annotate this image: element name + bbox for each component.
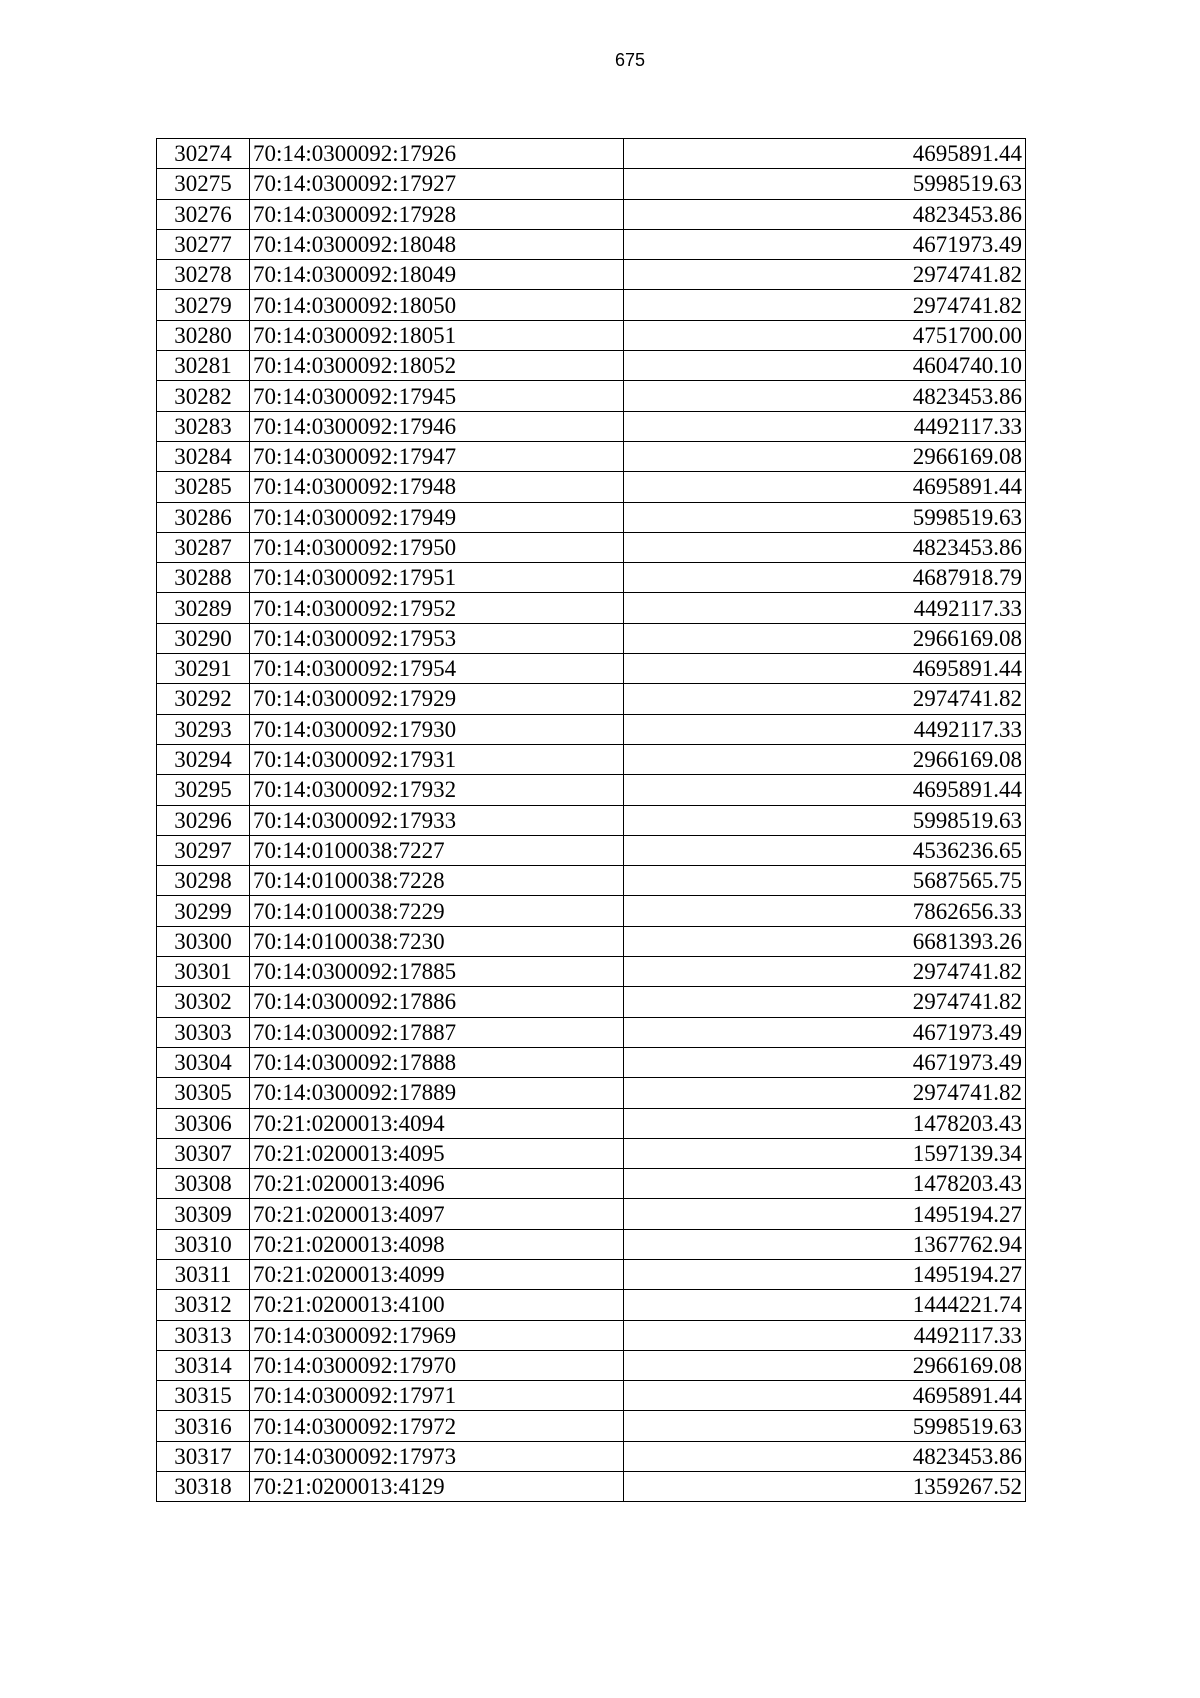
cadastral-value-cell: 4823453.86 [624, 199, 1026, 229]
cadastral-number-cell: 70:14:0300092:17969 [250, 1320, 624, 1350]
cadastral-value-cell: 5998519.63 [624, 502, 1026, 532]
cadastral-number-cell: 70:14:0300092:17930 [250, 714, 624, 744]
table-row [157, 896, 1026, 926]
cadastral-number-cell: 70:21:0200013:4096 [250, 1169, 624, 1199]
cadastral-value-cell: 1495194.27 [624, 1259, 1026, 1289]
table-row [157, 593, 1026, 623]
table-row [157, 1047, 1026, 1077]
cadastral-value-table [156, 138, 1026, 1502]
row-number-cell: 30283 [157, 411, 250, 441]
table-row [157, 744, 1026, 774]
table-row [157, 957, 1026, 987]
table-row [157, 290, 1026, 320]
cadastral-number-cell: 70:14:0300092:17926 [250, 139, 624, 169]
row-number-cell: 30299 [157, 896, 250, 926]
cadastral-number-cell: 70:14:0300092:17953 [250, 623, 624, 653]
cadastral-value-cell: 4492117.33 [624, 714, 1026, 744]
cadastral-value-cell: 4492117.33 [624, 593, 1026, 623]
cadastral-value-cell: 2974741.82 [624, 987, 1026, 1017]
cadastral-number-cell: 70:14:0300092:17948 [250, 472, 624, 502]
cadastral-value-cell: 2966169.08 [624, 441, 1026, 471]
cadastral-value-cell: 1359267.52 [624, 1472, 1026, 1502]
cadastral-number-cell: 70:14:0100038:7229 [250, 896, 624, 926]
cadastral-number-cell: 70:14:0300092:17951 [250, 563, 624, 593]
cadastral-value-cell: 2974741.82 [624, 1078, 1026, 1108]
table-row [157, 684, 1026, 714]
cadastral-value-cell: 4695891.44 [624, 654, 1026, 684]
cadastral-number-cell: 70:14:0300092:17950 [250, 532, 624, 562]
table-body [157, 139, 1026, 1502]
cadastral-number-cell: 70:14:0300092:18048 [250, 229, 624, 259]
cadastral-number-cell: 70:14:0300092:17889 [250, 1078, 624, 1108]
row-number-cell: 30306 [157, 1108, 250, 1138]
row-number-cell: 30311 [157, 1259, 250, 1289]
row-number-cell: 30288 [157, 563, 250, 593]
cadastral-value-cell: 4687918.79 [624, 563, 1026, 593]
row-number-cell: 30309 [157, 1199, 250, 1229]
cadastral-number-cell: 70:14:0300092:17928 [250, 199, 624, 229]
table-row [157, 381, 1026, 411]
cadastral-number-cell: 70:14:0300092:17885 [250, 957, 624, 987]
cadastral-value-cell: 6681393.26 [624, 926, 1026, 956]
cadastral-value-cell: 4671973.49 [624, 1047, 1026, 1077]
table-row [157, 1017, 1026, 1047]
cadastral-value-cell: 4751700.00 [624, 320, 1026, 350]
cadastral-number-cell: 70:14:0300092:17972 [250, 1411, 624, 1441]
table-row [157, 654, 1026, 684]
cadastral-number-cell: 70:14:0300092:17949 [250, 502, 624, 532]
table-row [157, 1229, 1026, 1259]
table-row [157, 1290, 1026, 1320]
table-row [157, 1169, 1026, 1199]
cadastral-value-cell: 2966169.08 [624, 744, 1026, 774]
row-number-cell: 30276 [157, 199, 250, 229]
table-row [157, 1138, 1026, 1168]
row-number-cell: 30291 [157, 654, 250, 684]
table-row [157, 866, 1026, 896]
cadastral-value-cell: 2974741.82 [624, 260, 1026, 290]
cadastral-number-cell: 70:21:0200013:4097 [250, 1199, 624, 1229]
table-row [157, 199, 1026, 229]
row-number-cell: 30298 [157, 866, 250, 896]
cadastral-number-cell: 70:14:0300092:17929 [250, 684, 624, 714]
cadastral-number-cell: 70:21:0200013:4098 [250, 1229, 624, 1259]
cadastral-value-cell: 4671973.49 [624, 1017, 1026, 1047]
row-number-cell: 30281 [157, 351, 250, 381]
cadastral-value-cell: 2974741.82 [624, 290, 1026, 320]
cadastral-number-cell: 70:14:0300092:17931 [250, 744, 624, 774]
cadastral-number-cell: 70:14:0300092:17888 [250, 1047, 624, 1077]
row-number-cell: 30279 [157, 290, 250, 320]
cadastral-number-cell: 70:14:0300092:17970 [250, 1350, 624, 1380]
row-number-cell: 30286 [157, 502, 250, 532]
cadastral-number-cell: 70:14:0300092:17886 [250, 987, 624, 1017]
row-number-cell: 30280 [157, 320, 250, 350]
table-row [157, 169, 1026, 199]
cadastral-number-cell: 70:14:0100038:7227 [250, 835, 624, 865]
table-row [157, 563, 1026, 593]
cadastral-number-cell: 70:21:0200013:4099 [250, 1259, 624, 1289]
cadastral-number-cell: 70:14:0300092:17887 [250, 1017, 624, 1047]
table-row [157, 1350, 1026, 1380]
cadastral-value-cell: 4604740.10 [624, 351, 1026, 381]
cadastral-number-cell: 70:14:0300092:17971 [250, 1381, 624, 1411]
row-number-cell: 30295 [157, 775, 250, 805]
row-number-cell: 30278 [157, 260, 250, 290]
row-number-cell: 30290 [157, 623, 250, 653]
row-number-cell: 30282 [157, 381, 250, 411]
cadastral-number-cell: 70:14:0300092:17927 [250, 169, 624, 199]
row-number-cell: 30287 [157, 532, 250, 562]
row-number-cell: 30289 [157, 593, 250, 623]
cadastral-value-cell: 4695891.44 [624, 472, 1026, 502]
table-row [157, 1381, 1026, 1411]
cadastral-value-cell: 4823453.86 [624, 1441, 1026, 1471]
row-number-cell: 30275 [157, 169, 250, 199]
table-row [157, 1259, 1026, 1289]
cadastral-number-cell: 70:14:0300092:17946 [250, 411, 624, 441]
cadastral-number-cell: 70:14:0300092:17947 [250, 441, 624, 471]
table-row [157, 1108, 1026, 1138]
cadastral-value-cell: 4823453.86 [624, 532, 1026, 562]
cadastral-number-cell: 70:14:0100038:7228 [250, 866, 624, 896]
table-row [157, 835, 1026, 865]
cadastral-value-cell: 4492117.33 [624, 1320, 1026, 1350]
cadastral-number-cell: 70:14:0300092:17954 [250, 654, 624, 684]
table-row [157, 1411, 1026, 1441]
row-number-cell: 30304 [157, 1047, 250, 1077]
cadastral-number-cell: 70:21:0200013:4094 [250, 1108, 624, 1138]
row-number-cell: 30294 [157, 744, 250, 774]
row-number-cell: 30301 [157, 957, 250, 987]
cadastral-value-cell: 4823453.86 [624, 381, 1026, 411]
table-row [157, 502, 1026, 532]
row-number-cell: 30274 [157, 139, 250, 169]
table-row [157, 805, 1026, 835]
table-row [157, 441, 1026, 471]
cadastral-value-cell: 1478203.43 [624, 1108, 1026, 1138]
row-number-cell: 30316 [157, 1411, 250, 1441]
row-number-cell: 30297 [157, 835, 250, 865]
cadastral-value-cell: 4536236.65 [624, 835, 1026, 865]
cadastral-value-cell: 2974741.82 [624, 957, 1026, 987]
cadastral-number-cell: 70:14:0300092:17933 [250, 805, 624, 835]
table-row [157, 926, 1026, 956]
cadastral-value-cell: 5998519.63 [624, 169, 1026, 199]
row-number-cell: 30315 [157, 1381, 250, 1411]
cadastral-value-cell: 1367762.94 [624, 1229, 1026, 1259]
row-number-cell: 30296 [157, 805, 250, 835]
cadastral-number-cell: 70:14:0300092:17952 [250, 593, 624, 623]
cadastral-number-cell: 70:14:0300092:17932 [250, 775, 624, 805]
table-row [157, 1199, 1026, 1229]
row-number-cell: 30293 [157, 714, 250, 744]
row-number-cell: 30292 [157, 684, 250, 714]
row-number-cell: 30300 [157, 926, 250, 956]
row-number-cell: 30314 [157, 1350, 250, 1380]
table-row [157, 472, 1026, 502]
cadastral-value-cell: 1478203.43 [624, 1169, 1026, 1199]
table-row [157, 1441, 1026, 1471]
row-number-cell: 30307 [157, 1138, 250, 1168]
cadastral-value-cell: 1444221.74 [624, 1290, 1026, 1320]
cadastral-value-cell: 1495194.27 [624, 1199, 1026, 1229]
table-row [157, 320, 1026, 350]
cadastral-number-cell: 70:14:0300092:18049 [250, 260, 624, 290]
table-row [157, 351, 1026, 381]
row-number-cell: 30277 [157, 229, 250, 259]
cadastral-value-cell: 4492117.33 [624, 411, 1026, 441]
row-number-cell: 30310 [157, 1229, 250, 1259]
table-row [157, 987, 1026, 1017]
cadastral-value-cell: 5998519.63 [624, 1411, 1026, 1441]
table-row [157, 775, 1026, 805]
row-number-cell: 30303 [157, 1017, 250, 1047]
cadastral-value-cell: 4695891.44 [624, 775, 1026, 805]
cadastral-value-cell: 4671973.49 [624, 229, 1026, 259]
cadastral-number-cell: 70:21:0200013:4095 [250, 1138, 624, 1168]
row-number-cell: 30308 [157, 1169, 250, 1199]
row-number-cell: 30318 [157, 1472, 250, 1502]
row-number-cell: 30305 [157, 1078, 250, 1108]
table-row [157, 1078, 1026, 1108]
row-number-cell: 30313 [157, 1320, 250, 1350]
cadastral-value-cell: 5687565.75 [624, 866, 1026, 896]
row-number-cell: 30312 [157, 1290, 250, 1320]
table-row [157, 260, 1026, 290]
table-row [157, 714, 1026, 744]
cadastral-value-cell: 2974741.82 [624, 684, 1026, 714]
cadastral-number-cell: 70:14:0300092:18052 [250, 351, 624, 381]
cadastral-value-cell: 2966169.08 [624, 623, 1026, 653]
table-row [157, 532, 1026, 562]
cadastral-value-cell: 4695891.44 [624, 1381, 1026, 1411]
cadastral-value-cell: 1597139.34 [624, 1138, 1026, 1168]
cadastral-number-cell: 70:14:0300092:17973 [250, 1441, 624, 1471]
row-number-cell: 30302 [157, 987, 250, 1017]
table-row [157, 411, 1026, 441]
table-row [157, 623, 1026, 653]
cadastral-number-cell: 70:14:0300092:18051 [250, 320, 624, 350]
row-number-cell: 30285 [157, 472, 250, 502]
row-number-cell: 30317 [157, 1441, 250, 1471]
cadastral-number-cell: 70:14:0300092:18050 [250, 290, 624, 320]
page-number: 675 [614, 50, 646, 70]
cadastral-value-cell: 2966169.08 [624, 1350, 1026, 1380]
table-row [157, 229, 1026, 259]
cadastral-value-cell: 5998519.63 [624, 805, 1026, 835]
table-row [157, 1472, 1026, 1502]
cadastral-number-cell: 70:21:0200013:4100 [250, 1290, 624, 1320]
table-row [157, 139, 1026, 169]
table-row [157, 1320, 1026, 1350]
cadastral-number-cell: 70:14:0100038:7230 [250, 926, 624, 956]
row-number-cell: 30284 [157, 441, 250, 471]
cadastral-value-cell: 7862656.33 [624, 896, 1026, 926]
cadastral-value-cell: 4695891.44 [624, 139, 1026, 169]
cadastral-number-cell: 70:14:0300092:17945 [250, 381, 624, 411]
cadastral-number-cell: 70:21:0200013:4129 [250, 1472, 624, 1502]
